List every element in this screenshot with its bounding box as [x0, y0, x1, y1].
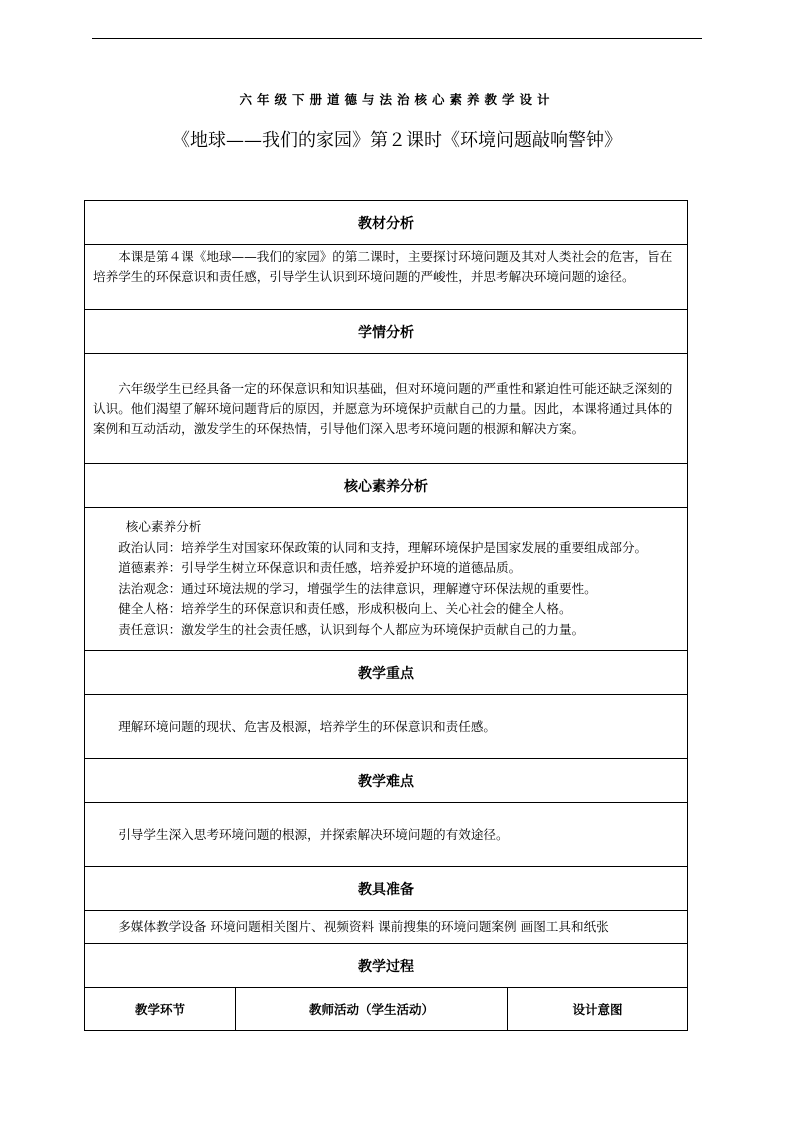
textbook-text: 本课是第４课《地球——我们的家园》的第二课时，主要探讨环境问题及其对人类社会的危害，旨在培养学生的环保意识和责任感，引导学生认识到环境问题的严峻性，并思考解决环境问题的途径。: [93, 249, 673, 284]
column-header-activities: 教师活动（学生活动）: [236, 988, 508, 1031]
section-body-textbook: [85, 245, 688, 310]
header-rule: [92, 38, 702, 39]
materials-text: 多媒体教学设备 环境问题相关图片、视频资料 课前搜集的环境问题案例 画图工具和纸张: [118, 919, 609, 934]
section-heading-process: 教学过程: [85, 944, 688, 988]
core-item-responsibility: 责任意识：激发学生的社会责任感，认识到每个人都应为环境保护贡献自己的力量。: [118, 621, 585, 637]
section-heading-key-points: 教学重点: [85, 651, 688, 695]
section-body-difficulties: [85, 803, 688, 867]
core-item-moral: 道德素养：引导学生树立环保意识和责任感，培养爱护环境的道德品质。: [118, 560, 522, 575]
lesson-plan-table: [84, 200, 688, 1031]
core-intro: 核心素养分析: [125, 519, 202, 534]
section-body-students: [85, 354, 688, 464]
section-heading-core: 核心素养分析: [85, 464, 688, 508]
section-body-core: [85, 508, 688, 651]
section-heading-textbook: 教材分析: [85, 201, 688, 245]
section-heading-materials: 教具准备: [85, 867, 688, 911]
document-subtitle: 《地球——我们的家园》第２课时《环境问题敲响警钟》: [172, 130, 622, 151]
section-heading-students: 学情分析: [85, 310, 688, 354]
column-header-stage: 教学环节: [85, 988, 236, 1031]
core-item-law: 法治观念：通过环境法规的学习，增强学生的法律意识，理解遵守环保法规的重要性。: [118, 580, 597, 596]
difficulties-text: 引导学生深入思考环境问题的根源，并探索解决环境问题的有效途径。: [118, 826, 509, 842]
section-heading-difficulties: 教学难点: [85, 759, 688, 803]
document-title: 六年级下册道德与法治核心素养教学设计: [239, 92, 555, 107]
section-body-key-points: [85, 695, 688, 759]
section-body-materials: [85, 911, 688, 944]
key-points-text: 理解环境问题的现状、危害及根源，培养学生的环保意识和责任感。: [118, 718, 496, 734]
core-item-personality: 健全人格：培养学生的环保意识和责任感，形成积极向上、关心社会的健全人格。: [118, 601, 572, 616]
core-item-political: 政治认同：培养学生对国家环保政策的认同和支持，理解环境保护是国家发展的重要组成部分。: [118, 539, 648, 555]
students-text: 六年级学生已经具备一定的环保意识和知识基础，但对环境问题的严重性和紧迫性可能还缺乏深刻的认识。他们渴望了解环境问题背后的原因，并愿意为环境保护贡献自己的力量。因此，本课将通过具体的案例和互动活动，激发学生的环保热情，引导他们深入思考环境问题的根源和解决方案。: [93, 380, 673, 436]
column-header-intent: 设计意图: [508, 988, 688, 1031]
